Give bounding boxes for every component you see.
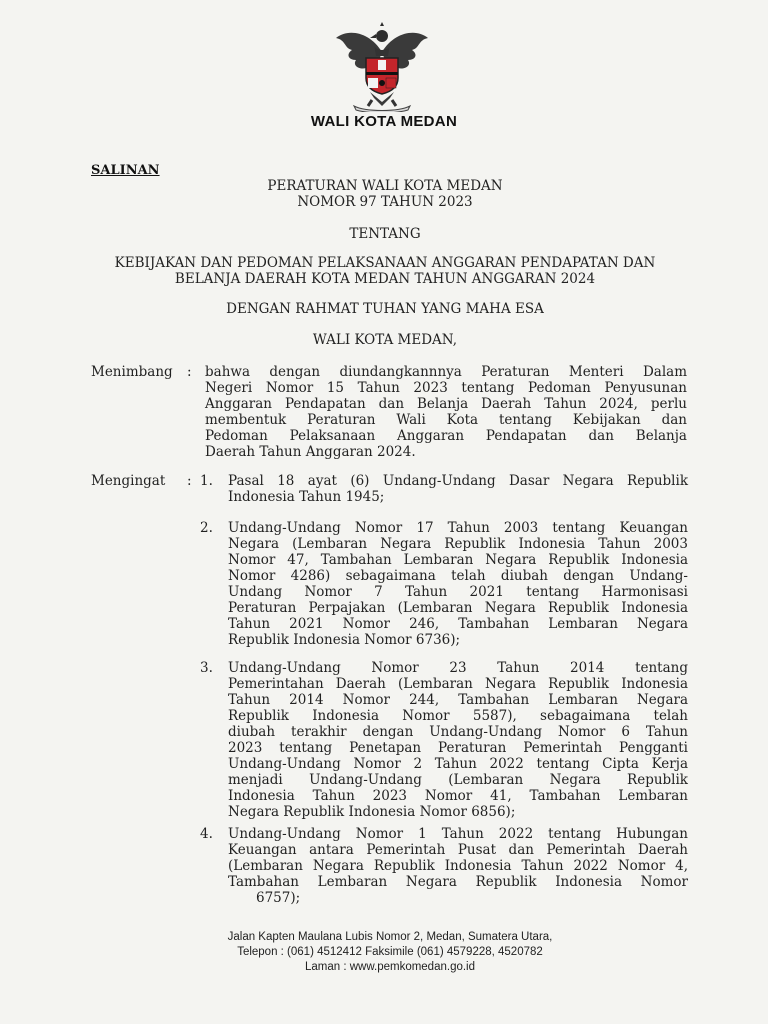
office-heading: WALI KOTA MEDAN [310, 113, 458, 130]
menimbang-line-2: Negeri Nomor 15 Tahun 2023 tentang Pedoman Penyusunan [205, 380, 687, 396]
mengingat-item-4-number: 4. [200, 826, 213, 842]
mengingat-item-4-line-1: Undang-Undang Nomor 1 Tahun 2022 tentang Hubungan [228, 826, 688, 842]
mengingat-item-1-line-1: Pasal 18 ayat (6) Undang-Undang Dasar Negara Republik [228, 473, 688, 489]
mengingat-item-3-line-6: 2023 tentang Penetapan Peraturan Pemerintah Pengganti [228, 740, 688, 756]
menimbang-colon: : [187, 364, 192, 380]
menimbang-line-6: Daerah Tahun Anggaran 2024. [205, 444, 416, 460]
regulation-subject-line-1: KEBIJAKAN DAN PEDOMAN PELAKSANAAN ANGGARAN PENDAPATAN DAN [114, 255, 656, 271]
mengingat-item-3-line-2: Pemerintahan Daerah (Lembaran Negara Republik Indonesia [228, 676, 688, 692]
footer-phone: Telepon : (061) 4512412 Faksimile (061) 4579228, 4520782 [237, 946, 543, 958]
mengingat-item-3-line-1: Undang-Undang Nomor 23 Tahun 2014 tentang [228, 660, 688, 676]
blessing-line: DENGAN RAHMAT TUHAN YANG MAHA ESA [226, 301, 544, 317]
mengingat-item-2-line-7: Tahun 2021 Nomor 246, Tambahan Lembaran Negara [228, 616, 688, 632]
mengingat-item-2-number: 2. [200, 520, 213, 536]
authority-line: WALI KOTA MEDAN, [312, 332, 458, 348]
mengingat-item-4-line-5: 6757); [256, 890, 301, 906]
footer-address: Jalan Kapten Maulana Lubis Nomor 2, Medan, Sumatera Utara, [227, 931, 553, 943]
mengingat-item-2-line-6: Peraturan Perpajakan (Lembaran Negara Republik Indonesia [228, 600, 688, 616]
mengingat-item-3-line-4: Republik Indonesia Nomor 5587), sebagaimana telah [228, 708, 688, 724]
mengingat-item-2-line-2: Negara (Lembaran Negara Republik Indonesia Tahun 2003 [228, 536, 688, 552]
mengingat-item-4-line-3: (Lembaran Negara Republik Indonesia Tahun 2022 Nomor 4, [228, 858, 688, 874]
menimbang-label: Menimbang [91, 364, 173, 380]
mengingat-item-3-line-10: Negara Republik Indonesia Nomor 6856); [228, 804, 516, 820]
menimbang-line-3: Anggaran Pendapatan dan Belanja Daerah Tahun 2024, perlu [205, 396, 687, 412]
regulation-number: NOMOR 97 TAHUN 2023 [297, 194, 473, 210]
regulation-title: PERATURAN WALI KOTA MEDAN [267, 178, 503, 194]
mengingat-colon: : [187, 473, 192, 489]
mengingat-item-2-line-4: Nomor 4286) sebagaimana telah diubah dengan Undang- [228, 568, 688, 584]
garuda-emblem-icon [330, 22, 434, 112]
mengingat-item-2-line-5: Undang Nomor 7 Tahun 2021 tentang Harmonisasi [228, 584, 688, 600]
menimbang-line-5: Pedoman Pelaksanaan Anggaran Pendapatan dan Belanja [205, 428, 687, 444]
mengingat-item-2-line-1: Undang-Undang Nomor 17 Tahun 2003 tentang Keuangan [228, 520, 688, 536]
letterhead-footer [170, 930, 610, 975]
mengingat-item-1-number: 1. [200, 473, 213, 489]
mengingat-item-4-line-4: Tambahan Lembaran Negara Republik Indonesia Nomor [228, 874, 688, 890]
regulation-subject-line-2: BELANJA DAERAH KOTA MEDAN TAHUN ANGGARAN 2024 [174, 271, 596, 287]
mengingat-item-3-line-7: Undang-Undang Nomor 2 Tahun 2022 tentang Cipta Kerja [228, 756, 688, 772]
footer-website: Laman : www.pemkomedan.go.id [304, 961, 476, 973]
mengingat-item-4-line-2: Keuangan antara Pemerintah Pusat dan Pemerintah Daerah [228, 842, 688, 858]
mengingat-item-3-line-3: Tahun 2014 Nomor 244, Tambahan Lembaran Negara [228, 692, 688, 708]
mengingat-item-2-line-8: Republik Indonesia Nomor 6736); [228, 632, 461, 648]
mengingat-label: Mengingat [91, 473, 166, 489]
mengingat-item-1-line-2: Indonesia Tahun 1945; [228, 489, 385, 505]
mengingat-item-3-line-9: Indonesia Tahun 2023 Nomor 41, Tambahan Lembaran [228, 788, 688, 804]
salinan-label: SALINAN [91, 163, 160, 178]
menimbang-line-4: membentuk Peraturan Wali Kota tentang Kebijakan dan [205, 412, 687, 428]
regulation-about: TENTANG [349, 226, 421, 242]
mengingat-item-3-line-8: menjadi Undang-Undang (Lembaran Negara Republik [228, 772, 688, 788]
mengingat-item-2-line-3: Nomor 47, Tambahan Lembaran Negara Republik Indonesia [228, 552, 688, 568]
menimbang-line-1: bahwa dengan diundangkannnya Peraturan Menteri Dalam [205, 364, 687, 380]
mengingat-item-3-line-5: diubah terakhir dengan Undang-Undang Nomor 6 Tahun [228, 724, 688, 740]
mengingat-item-3-number: 3. [200, 660, 213, 676]
